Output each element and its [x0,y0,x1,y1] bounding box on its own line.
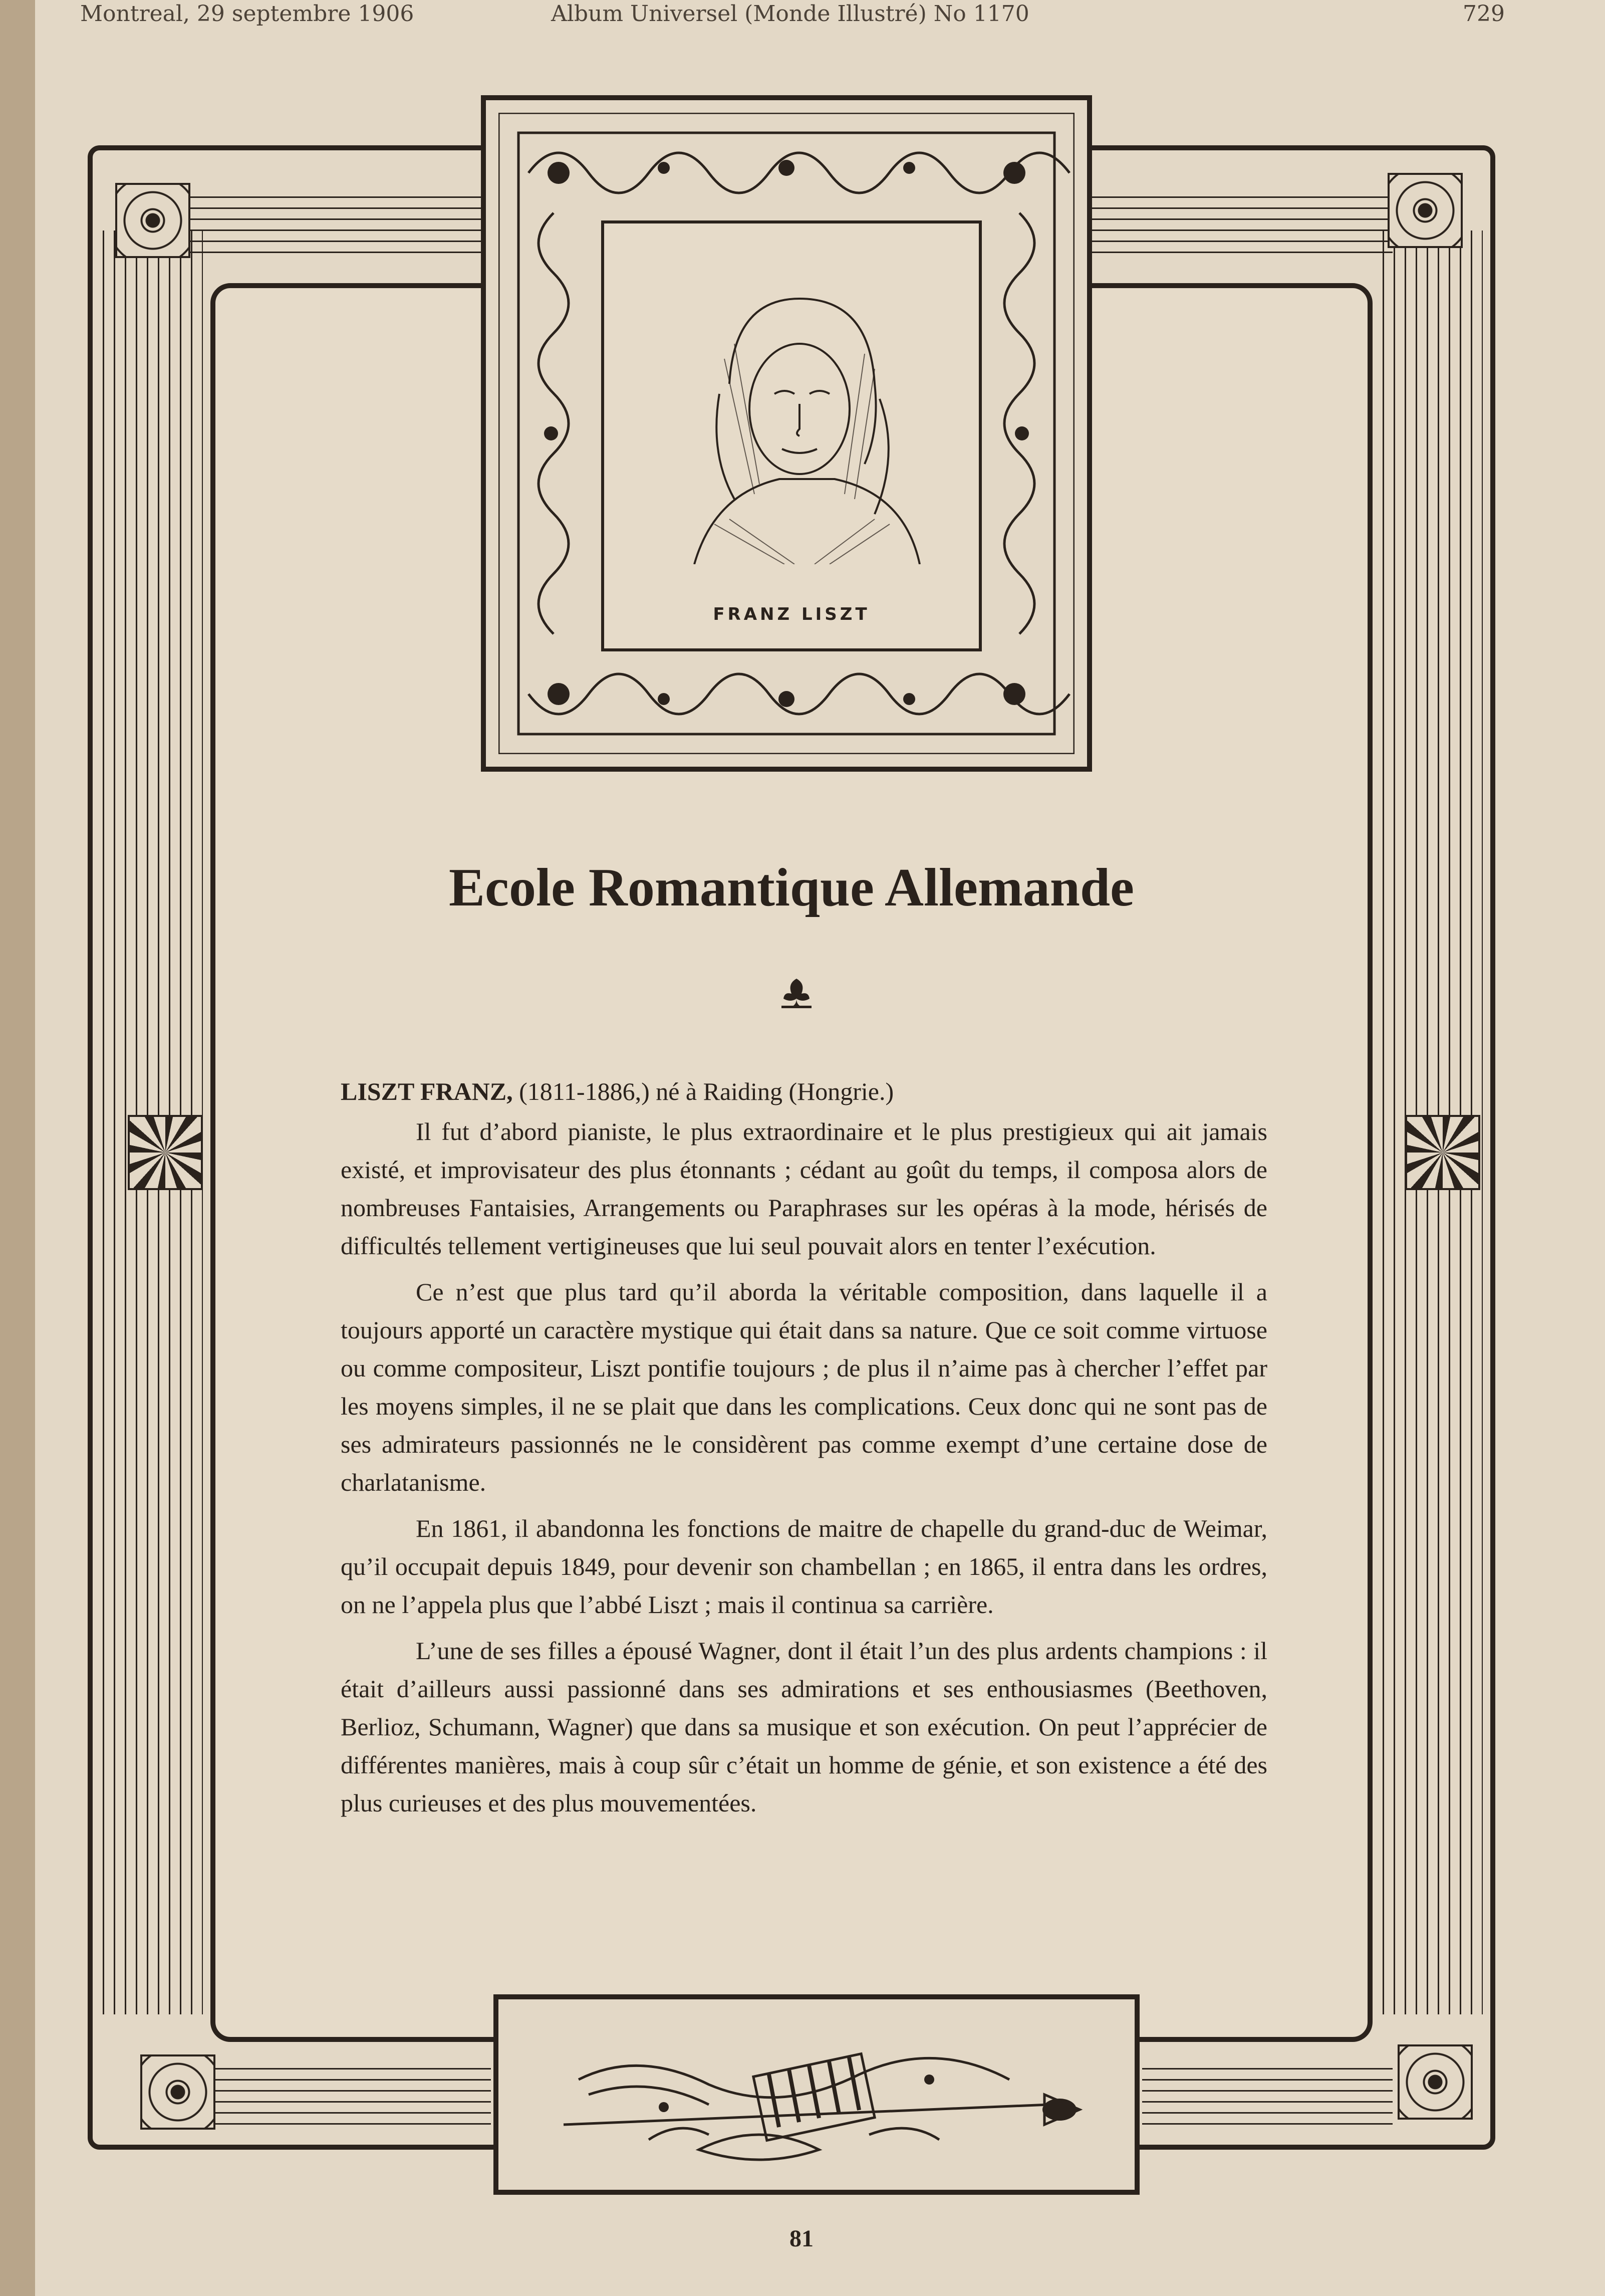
running-head-date: Montreal, 29 septembre 1906 [80,1,414,27]
franz-liszt-engraving [664,284,925,564]
paragraph-4: L’une de ses filles a épousé Wagner, dont il était l’un des plus ardents champions : il était d’ailleurs aussi passionné dans ses admirations et ses enthousiasmes (Beethoven, Berlioz, Schumann, Wagner) que dans sa musique et son exécution. On peut l’apprécier de différentes manières, mais à coup sûr c’était un homme de génie, et son existence a été des plus curieuses et des plus mouvementées. [341,1637,1267,1817]
portrait-panel [601,220,982,651]
page-title: Ecole Romantique Allemande [449,858,1134,917]
portrait-caption: FRANZ LISZT [713,604,870,624]
running-head-folio: 729 [1463,1,1505,27]
corner-ornament-top-right [1388,173,1463,248]
musical-trophy-illustration [549,2019,1095,2170]
corner-ornament-top-left [115,183,190,258]
running-head-publication: Album Universel (Monde Illustré) No 1170 [551,1,1029,27]
side-medallion-right [1405,1115,1480,1190]
article-body [341,1072,1267,1822]
page-number: 81 [789,2225,814,2252]
fleuron-ornament [779,975,814,1015]
entry-heading [341,1072,1267,1110]
side-medallion-left [128,1115,203,1190]
top-left-rule-band [190,188,481,253]
entry-name: LISZT FRANZ, [341,1077,513,1105]
corner-ornament-bottom-right [1398,2044,1473,2120]
trophy-vignette-frame [493,1994,1140,2195]
corner-ornament-bottom-left [140,2054,215,2130]
paragraph-2: Ce n’est que plus tard qu’il aborda la véritable composition, dans laquelle il a toujours apporté un caractère mystique qui était dans sa nature. Que ce soit comme virtuose ou comme compositeur, Liszt pontifie toujours ; de plus il n’aime pas à chercher l’effet par les moyens simples, il ne se plait que dans les complications. Ceux donc qui ne sont pas de ses admirateurs passionnés ne le considèrent pas comme exempt d’une certaine dose de charlatanisme. [341,1278,1267,1496]
bottom-right-rule-band [1142,2059,1393,2125]
entry-details: (1811-1886,) né à Raiding (Hongrie.) [512,1077,894,1105]
top-right-rule-band [1092,188,1393,253]
paragraph-3: En 1861, il abandonna les fonctions de maitre de chapelle du grand-duc de Weimar, qu’il occupait depuis 1849, pour devenir son chambellan ; en 1865, il entra dans les ordres, on ne l’appela plus que l’abbé Liszt ; mais il continua sa carrière. [341,1514,1267,1619]
bottom-left-rule-band [190,2059,491,2125]
paragraph-1: Il fut d’abord pianiste, le plus extraordinaire et le plus prestigieux qui ait jamais existé, et improvisateur des plus étonnants ; cédant au goût du temps, il composa alors de nombreuses Fantaisies, Arrangements ou Paraphrases sur les opéras à la mode, hérisés de difficultés tellement vertigineuses que lui seul pouvait alors en tenter l’exécution. [341,1117,1267,1260]
portrait-frame [481,95,1092,772]
page-binding [0,0,35,2296]
